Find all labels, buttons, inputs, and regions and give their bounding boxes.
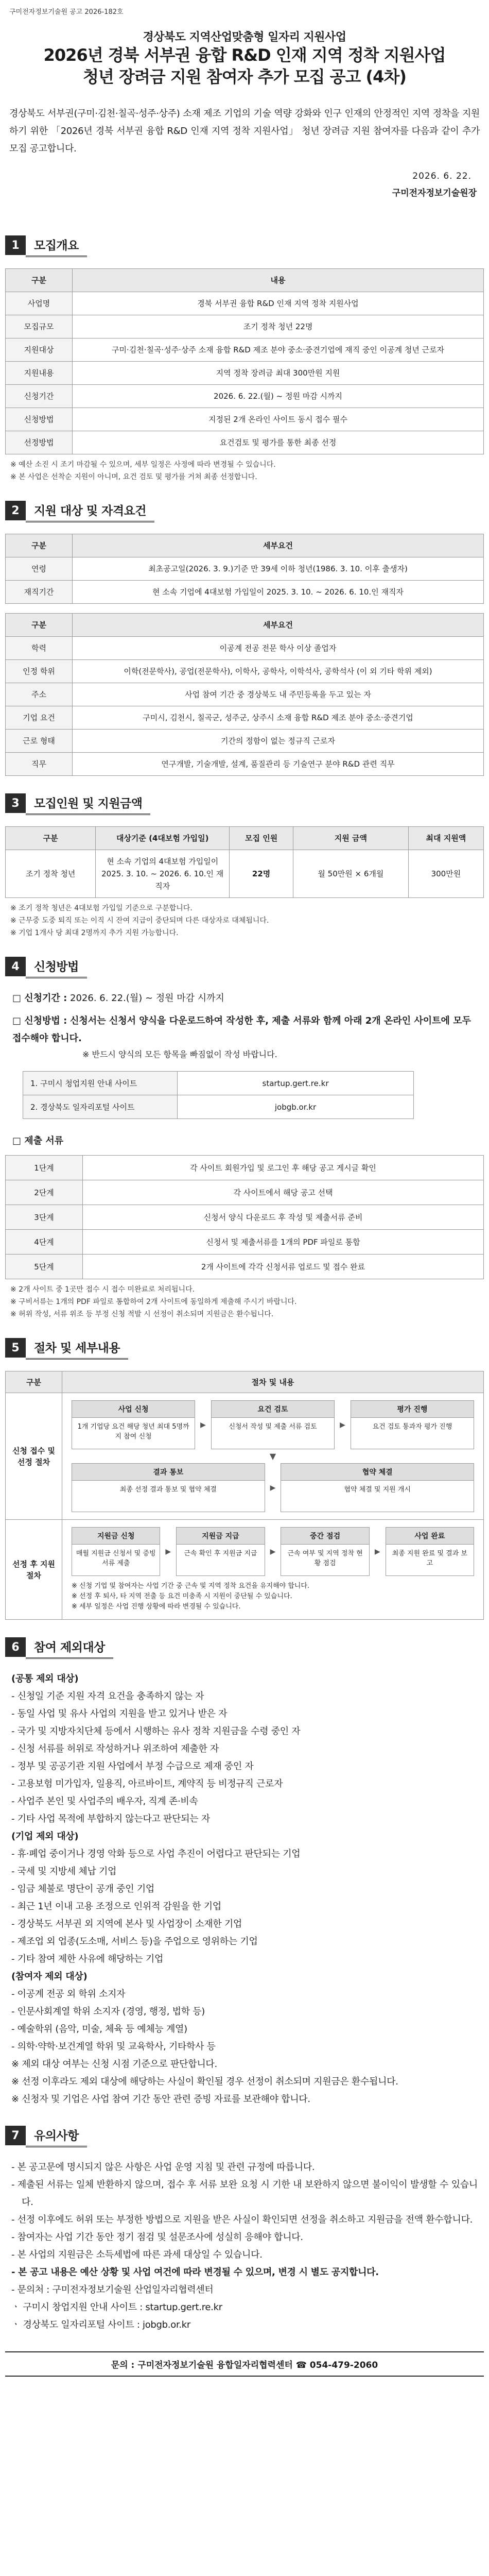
row-value: 2026. 6. 22.(월) ~ 정원 마감 시까지: [73, 385, 484, 408]
table-row: [6, 1156, 484, 1180]
list-item: - 의학·약학·보건계열 학위 및 교육학사, 기타학사 등: [11, 2041, 216, 2052]
process-step: [211, 1400, 335, 1449]
section-label: 신청방법: [26, 955, 87, 978]
list-item: - 국세 및 지방세 체납 기업: [11, 1866, 117, 1877]
process-step: [72, 1400, 195, 1449]
section-number: 6: [5, 1637, 26, 1657]
step-desc: 요건 검토 통과자 평가 진행: [372, 1423, 452, 1431]
process-step: [351, 1400, 474, 1449]
section-notes: [5, 898, 484, 939]
eligibility-table-a: [5, 534, 484, 604]
row-value: 구미시, 김천시, 칠곡군, 성주군, 상주시 소재 융합 R&D 제조 분야 중소·중견기업: [73, 706, 484, 730]
arrow-right-icon: ▶: [374, 1547, 380, 1556]
section-label: 모집개요: [26, 233, 87, 257]
note-line: ※ 제외 대상 여부는 신청 시점 기준으로 판단합니다.: [11, 2059, 217, 2070]
note-line: ※ 구비서류는 1개의 PDF 파일로 통합하여 2개 사이트에 동일하게 제출해 주시기 바랍니다.: [10, 1298, 297, 1306]
table-row: [6, 431, 484, 454]
note-line: ※ 기업 1개사 당 최대 2명까지 추가 지원 가능합니다.: [10, 929, 179, 937]
table-row: [6, 753, 484, 776]
note-line: ※ 조기 정착 청년은 4대보험 가입일 기준으로 구분합니다.: [10, 904, 193, 912]
row-label: 모집규모: [6, 315, 73, 338]
section-7-title: [5, 2124, 484, 2147]
row-value: 이공계 전공 전문 학사 이상 졸업자: [73, 637, 484, 660]
apply-sites-table: [23, 1071, 414, 1119]
intro-paragraph: 경상북도 서부권(구미·김천·칠곡·성주·상주) 소재 제조 기업의 기술 역량 강화와 인구 인재의 안정적인 지역 정착을 지원하기 위한 「2026년 경북 서부권 융합 R&D 인재 지역 정착 지원사업」 청년 장려금 지원 참여자를 다음과 같이 추가 모집 공고합니다.: [9, 108, 480, 154]
notice-number: 구미전자정보기술원 공고 2026-182호: [9, 8, 124, 16]
table-header: 구분: [6, 827, 96, 850]
row-label: 직무: [6, 753, 73, 776]
row-label: 사업명: [6, 292, 73, 315]
step-desc: 신청서 양식 다운로드 후 작성 및 제출서류 준비: [83, 1205, 484, 1230]
table-row: [6, 408, 484, 431]
step-desc: 매월 지원금 신청서 및 증빙 서류 제출: [76, 1550, 156, 1567]
header-line-1: 경상북도 지역산업맞춤형 일자리 지원사업: [143, 31, 346, 44]
table-header: 구분: [6, 269, 73, 292]
step-desc: 각 사이트 회원가입 및 로그인 후 해당 공고 게시글 확인: [83, 1156, 484, 1180]
contact-line: ㆍ 구미시 창업지원 안내 사이트 : startup.gert.re.kr: [11, 2302, 222, 2313]
row-value: 경북 서부권 융합 R&D 인재 지역 정착 지원사업: [73, 292, 484, 315]
list-item: - 신청일 기준 지원 자격 요건을 충족하지 않는 자: [11, 1691, 204, 1702]
step-title: 평가 진행: [351, 1401, 474, 1418]
table-row: [6, 362, 484, 385]
list-item: - 고용보험 미가입자, 일용직, 아르바이트, 계약직 등 비정규직 근로자: [11, 1778, 283, 1789]
row-value: 기간의 정함이 없는 정규직 근로자: [73, 730, 484, 753]
list-item: - 기타 참여 제한 사유에 해당하는 기업: [11, 1954, 164, 1964]
table-cell: 조기 정착 청년: [6, 850, 96, 898]
row-value: 최초공고일(2026. 3. 9.)기준 만 39세 이하 청년(1986. 3. 10. 이후 출생자): [73, 557, 484, 581]
exclusion-list: [5, 1670, 484, 2108]
process-step: [281, 1463, 474, 1512]
list-item: - 경상북도 서부권 외 지역에 본사 및 사업장이 소재한 기업: [11, 1919, 242, 1929]
note-line: ※ 세부 일정은 사업 진행 상황에 따라 변경될 수 있습니다.: [72, 1603, 241, 1611]
row-value: 지정된 2개 온라인 사이트 동시 접수 필수: [73, 408, 484, 431]
table-header: 내용: [73, 269, 484, 292]
list-item: - 신청 서류를 허위로 작성하거나 위조하여 제출한 자: [11, 1743, 219, 1754]
step-row: [72, 1527, 474, 1576]
step-title: 지원금 지급: [177, 1528, 264, 1545]
table-header: 최대 지원액: [408, 827, 483, 850]
down-arrow-icon: ▼: [269, 1451, 276, 1461]
step-title: 협약 체결: [281, 1464, 474, 1481]
table-row: [6, 292, 484, 315]
table-header: 모집 인원: [230, 827, 293, 850]
note-line: ※ 허위 작성, 서류 위조 등 부정 신청 적발 시 선정이 취소되며 지원금은 환수됩니다.: [10, 1310, 274, 1318]
step-label: 5단계: [6, 1255, 83, 1279]
issuing-org: 구미전자정보기술원장: [392, 188, 477, 198]
apply-period-label: □ 신청기간 :: [12, 993, 67, 1004]
apply-steps-table: [5, 1155, 484, 1279]
row-value: 현 소속 기업에 4대보험 가입일이 2025. 3. 10. ~ 2026. 6. 10.인 재직자: [73, 581, 484, 604]
table-row: [6, 1230, 484, 1255]
step-desc: 신청서 작성 및 제출 서류 검토: [229, 1423, 317, 1431]
row-label: 선정방법: [6, 431, 73, 454]
table-row: [6, 557, 484, 581]
step-desc: 1개 기업당 요건 해당 청년 최대 5명까지 참여 신청: [77, 1423, 189, 1440]
list-item: - 예술학위 (음악, 미술, 체육 등 예체능 계열): [11, 2024, 187, 2035]
note-line: ※ 예산 소진 시 조기 마감될 수 있으며, 세부 일정은 사정에 따라 변경될 수 있습니다.: [10, 461, 276, 469]
table-header: 대상기준 (4대보험 가입일): [96, 827, 230, 850]
row-value: 조기 정착 청년 22명: [73, 315, 484, 338]
list-item: - 임금 체불로 명단이 공개 중인 기업: [11, 1884, 154, 1894]
arrow-right-icon: ▶: [165, 1547, 171, 1556]
step-title: 결과 통보: [72, 1464, 265, 1481]
important-note: - 본 공고 내용은 예산 상황 및 사업 여건에 따라 변경될 수 있으며, 변경 시 별도 공지합니다.: [11, 2267, 379, 2278]
row-label: 재직기간: [6, 581, 73, 604]
row-value: 요건검토 및 평가를 통한 최종 선정: [73, 431, 484, 454]
step-desc: 2개 사이트에 각각 신청서류 업로드 및 접수 완료: [83, 1255, 484, 1279]
table-row: [6, 338, 484, 362]
section-number: 4: [5, 957, 26, 976]
section-notes: [5, 1279, 484, 1320]
list-item: - 제출된 서류는 일체 반환하지 않으며, 접수 후 서류 보완 요청 시 기한 내 보완하지 않으면 불이익이 발생할 수 있습니다.: [11, 2179, 478, 2208]
list-item: - 휴·폐업 중이거나 경영 악화 등으로 사업 추진이 어렵다고 판단되는 기업: [11, 1849, 301, 1859]
apply-method-sub: ※ 반드시 양식의 모든 항목을 빠짐없이 작성 바랍니다.: [82, 1049, 277, 1059]
site-url[interactable]: startup.gert.re.kr: [178, 1072, 414, 1095]
step-row: [72, 1463, 474, 1512]
list-item: - 선정 이후에도 허위 또는 부정한 방법으로 지원을 받은 사실이 확인되면 선정을 취소하고 지원금을 전액 환수합니다.: [11, 2214, 473, 2225]
table-row: [6, 730, 484, 753]
docs-title: □ 제출 서류: [12, 1136, 64, 1146]
table-header: 구분: [6, 614, 73, 637]
exclusion-group-title: (공통 제외 대상): [11, 1673, 79, 1684]
step-title: 사업 완료: [386, 1528, 474, 1545]
section-1-title: [5, 233, 484, 257]
section-6-title: [5, 1635, 484, 1659]
list-item: - 인문사회계열 학위 소지자 (경영, 행정, 법학 등): [11, 2006, 205, 2017]
row-value: 구미·김천·칠곡·성주·상주 소재 융합 R&D 제조 분야 중소·중견기업에 재직 중인 이공계 청년 근로자: [73, 338, 484, 362]
list-item: - 제조업 외 업종(도소매, 서비스 등)을 주업으로 영위하는 기업: [11, 1936, 258, 1947]
table-row: [6, 1180, 484, 1205]
site-url[interactable]: jobgb.or.kr: [178, 1095, 414, 1119]
table-cell: 현 소속 기업의 4대보험 가입일이 2025. 3. 10. ~ 2026. 6. 10.인 재직자: [96, 850, 230, 898]
contact-line: ㆍ 경상북도 일자리포털 사이트 : jobgb.or.kr: [11, 2319, 191, 2330]
list-item: - 본 사업의 지원금은 소득세법에 따른 과세 대상일 수 있습니다.: [11, 2249, 263, 2260]
note-line: ※ 신청자 및 기업은 사업 참여 기간 동안 관련 증빙 자료를 보관해야 합니다.: [11, 2094, 310, 2105]
step-label: 2단계: [6, 1180, 83, 1205]
table-cell: 300만원: [408, 850, 483, 898]
table-row: [6, 385, 484, 408]
table-row: [6, 1255, 484, 1279]
section-label: 지원 대상 및 자격요건: [26, 499, 154, 522]
recruitment-table: [5, 826, 484, 898]
row-label: 지원내용: [6, 362, 73, 385]
section-label: 모집인원 및 지원금액: [26, 791, 150, 815]
step-desc: 최종 선정 결과 통보 및 협약 체결: [119, 1486, 217, 1494]
step-label: 3단계: [6, 1205, 83, 1230]
step-label: 1단계: [6, 1156, 83, 1180]
step-desc: 최종 지원 완료 및 결과 보고: [392, 1550, 467, 1567]
step-desc: 근속 확인 후 지원금 지급: [184, 1550, 257, 1557]
row-label: 지원대상: [6, 338, 73, 362]
notice-date: 2026. 6. 22.: [412, 171, 471, 181]
list-item: - 정부 및 공공기관 지원 사업에서 부정 수급으로 제재 중인 자: [11, 1761, 254, 1772]
procedure-flow: [5, 1371, 484, 1620]
flow-body: [62, 1393, 483, 1519]
table-header: 절차 및 내용: [251, 1378, 294, 1387]
eligibility-table-b: [5, 613, 484, 776]
note-line: ※ 신청 기업 및 참여자는 사업 기간 중 근속 및 지역 정착 요건을 유지해야 합니다.: [72, 1582, 310, 1590]
header-line-3: 청년 장려금 지원 참여자 추가 모집 공고 (4차): [82, 67, 406, 87]
row-label: 근로 형태: [6, 730, 73, 753]
section-number: 5: [5, 1338, 26, 1358]
list-item: - 참여자는 사업 기간 동안 정기 점검 및 설문조사에 성실히 응해야 합니다.: [11, 2232, 303, 2243]
table-header: 세부요건: [73, 614, 484, 637]
table-row: [6, 660, 484, 683]
apply-method-label: □ 신청방법 :: [12, 1015, 67, 1026]
section-number: 7: [5, 2126, 26, 2145]
step-desc: 근속 여부 및 지역 정착 현황 점검: [287, 1550, 363, 1567]
table-row: [23, 1072, 414, 1095]
list-item: - 본 공고문에 명시되지 않은 사항은 사업 운영 지침 및 관련 규정에 따릅니다.: [11, 2162, 315, 2173]
row-label: 주소: [6, 683, 73, 706]
contact-footer: 문의 : 구미전자정보기술원 융합일자리협력센터 ☎ 054-479-2060: [5, 2351, 484, 2377]
section-number: 2: [5, 501, 26, 520]
apply-period: [5, 990, 484, 1007]
table-row: [6, 1205, 484, 1230]
list-item: - 동일 사업 및 유사 사업의 지원을 받고 있거나 받은 자: [11, 1708, 228, 1719]
table-cell: 월 50만원 × 6개월: [293, 850, 409, 898]
cautions-list: [5, 2159, 484, 2334]
site-name: 2. 경상북도 일자리포털 사이트: [23, 1095, 178, 1119]
notice-header: [5, 28, 484, 88]
flow-body: [62, 1520, 483, 1619]
step-title: 사업 신청: [72, 1401, 195, 1418]
process-step: [386, 1527, 474, 1576]
step-row: [72, 1400, 474, 1449]
flow-row-support: [6, 1519, 483, 1619]
note-line: ※ 2개 사이트 중 1곳만 접수 시 접수 미완료로 처리됩니다.: [10, 1285, 195, 1294]
section-notes: [5, 454, 484, 483]
row-label: 인정 학위: [6, 660, 73, 683]
section-number: 3: [5, 793, 26, 813]
table-row: [6, 850, 484, 898]
table-row: [6, 581, 484, 604]
step-desc: 협약 체결 및 지원 개시: [344, 1486, 411, 1494]
table-row: [23, 1095, 414, 1119]
row-label: 기업 요건: [6, 706, 73, 730]
step-desc: 신청서 및 제출서류를 1개의 PDF 파일로 통합: [83, 1230, 484, 1255]
process-step: [72, 1527, 160, 1576]
table-header: 세부요건: [73, 534, 484, 557]
table-row: [6, 683, 484, 706]
section-label: 절차 및 세부내용: [26, 1336, 128, 1360]
process-step: [281, 1527, 369, 1576]
note-line: ※ 본 사업은 선착순 지원이 아니며, 요건 검토 및 평가를 거쳐 최종 선정합니다.: [10, 473, 257, 481]
table-row: [6, 706, 484, 730]
section-5-title: [5, 1336, 484, 1360]
list-item: - 기타 사업 목적에 부합하지 않는다고 판단되는 자: [11, 1814, 210, 1824]
flow-row-label: 선정 후 지원 절차: [6, 1520, 62, 1619]
exclusion-group-title: (기업 제외 대상): [11, 1831, 79, 1842]
apply-method: [5, 1012, 484, 1047]
arrow-right-icon: ▶: [270, 1483, 276, 1492]
list-item: - 사업주 본인 및 사업주의 배우자, 직계 존·비속: [11, 1796, 198, 1807]
site-name: 1. 구미시 청업지원 안내 사이트: [23, 1072, 178, 1095]
row-label: 학력: [6, 637, 73, 660]
flow-header: [6, 1371, 483, 1393]
apply-method-value: 신청서는 신청서 양식을 다운로드하여 작성한 후, 제출 서류와 함께 아래 2개 온라인 사이트에 모두 접수해야 합니다.: [12, 1015, 471, 1044]
step-title: 중간 점검: [281, 1528, 369, 1545]
flow-row-label: 신청 접수 및 선정 절차: [6, 1393, 62, 1519]
note-line: ※ 근무중 도중 퇴직 또는 이직 시 잔여 지급이 중단되며 다른 대상자로 대체됩니다.: [10, 917, 269, 925]
section-label: 유의사항: [26, 2124, 87, 2147]
table-row: [6, 315, 484, 338]
arrow-right-icon: ▶: [200, 1420, 206, 1429]
exclusion-group-title: (참여자 제외 대상): [11, 1971, 88, 1982]
table-header: 구분: [6, 534, 73, 557]
section-2-title: [5, 499, 484, 522]
arrow-right-icon: ▶: [270, 1547, 276, 1556]
table-header: 구분: [6, 1371, 62, 1393]
section-4-title: [5, 955, 484, 978]
row-value: 이학(전문학사), 공업(전문학사), 이학사, 공학사, 이학석사, 공학석사 (이 외 기타 학위 제외): [73, 660, 484, 683]
row-label: 연령: [6, 557, 73, 581]
section-number: 1: [5, 235, 26, 255]
list-item: - 최근 1년 이내 고용 조정으로 인위적 감원을 한 기업: [11, 1901, 221, 1912]
row-value: 지역 정착 장려금 최대 300만원 지원: [73, 362, 484, 385]
arrow-right-icon: ▶: [340, 1420, 345, 1429]
flow-row-selection: [6, 1393, 483, 1519]
overview-table: [5, 268, 484, 454]
step-title: 요건 검토: [212, 1401, 334, 1418]
header-line-2: 2026년 경북 서부권 융합 R&D 인재 지역 정착 지원사업: [43, 45, 446, 65]
table-header: 지원 금액: [293, 827, 409, 850]
table-cell: 22명: [230, 850, 293, 898]
table-row: [6, 637, 484, 660]
flow-notes: [72, 1576, 474, 1612]
section-label: 참여 제외대상: [26, 1635, 113, 1659]
row-value: 사업 참여 기간 중 경상북도 내 주민등록을 두고 있는 자: [73, 683, 484, 706]
step-title: 지원금 신청: [72, 1528, 160, 1545]
note-line: ※ 선정 이후라도 제외 대상에 해당하는 사실이 확인될 경우 선정이 취소되며 지원금은 환수됩니다.: [11, 2076, 398, 2087]
process-step: [176, 1527, 265, 1576]
step-label: 4단계: [6, 1230, 83, 1255]
row-label: 신청방법: [6, 408, 73, 431]
row-value: 연구개발, 기술개발, 설계, 품질관리 등 기술연구 분야 R&D 관련 직무: [73, 753, 484, 776]
process-step: [72, 1463, 265, 1512]
apply-period-value: 2026. 6. 22.(월) ~ 정원 마감 시까지: [70, 993, 224, 1004]
section-3-title: [5, 791, 484, 815]
step-desc: 각 사이트에서 해당 공고 선택: [83, 1180, 484, 1205]
row-label: 신청기간: [6, 385, 73, 408]
contact-line: - 문의처 : 구미전자정보기술원 산업일자리협력센터: [11, 2284, 214, 2295]
list-item: - 이공계 전공 외 학위 소지자: [11, 1989, 126, 1999]
note-line: ※ 선정 후 퇴사, 타 지역 전출 등 요건 미충족 시 지원이 중단될 수 있습니다.: [72, 1592, 292, 1600]
list-item: - 국가 및 지방자치단체 등에서 시행하는 유사 정착 지원금을 수령 중인 자: [11, 1726, 301, 1737]
